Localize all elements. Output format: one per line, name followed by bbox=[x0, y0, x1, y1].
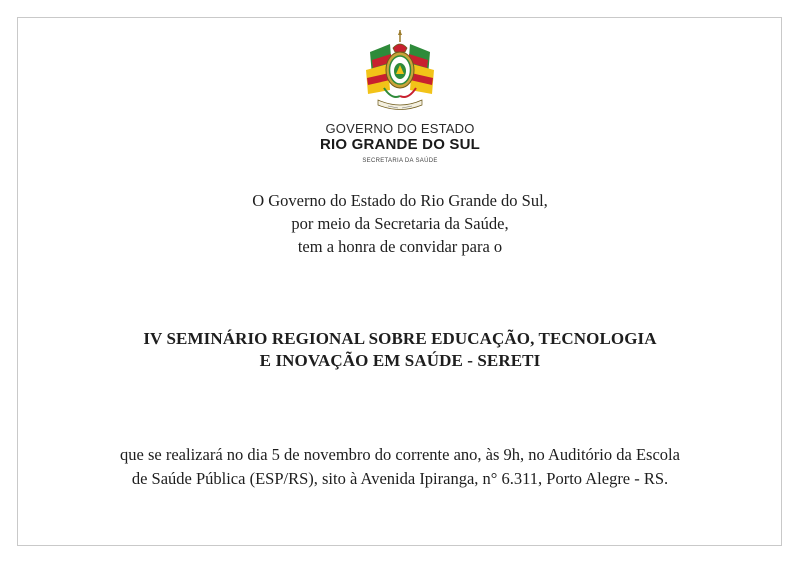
event-title-line: IV SEMINÁRIO REGIONAL SOBRE EDUCAÇÃO, TECNOLOGIA bbox=[143, 329, 657, 348]
invitation-intro bbox=[0, 189, 800, 258]
intro-line: tem a honra de convidar para o bbox=[297, 237, 503, 256]
secretariat-label: SECRETARIA DA SAÚDE bbox=[362, 158, 438, 164]
event-details bbox=[0, 443, 800, 491]
details-line: que se realizará no dia 5 de novembro do corrente ano, às 9h, no Auditório da Escola bbox=[120, 445, 680, 464]
details-line: de Saúde Pública (ESP/RS), sito à Avenida Ipiranga, n° 6.311, Porto Alegre - RS. bbox=[131, 469, 669, 488]
event-title-line: E INOVAÇÃO EM SAÚDE - SERETI bbox=[259, 351, 541, 370]
coat-of-arms-logo bbox=[362, 30, 438, 112]
state-name-label: RIO GRANDE DO SUL bbox=[319, 136, 481, 153]
intro-line: O Governo do Estado do Rio Grande do Sul, bbox=[252, 191, 548, 210]
government-label: GOVERNO DO ESTADO bbox=[325, 121, 475, 136]
event-title bbox=[0, 328, 800, 372]
intro-line: por meio da Secretaria da Saúde, bbox=[291, 214, 509, 233]
